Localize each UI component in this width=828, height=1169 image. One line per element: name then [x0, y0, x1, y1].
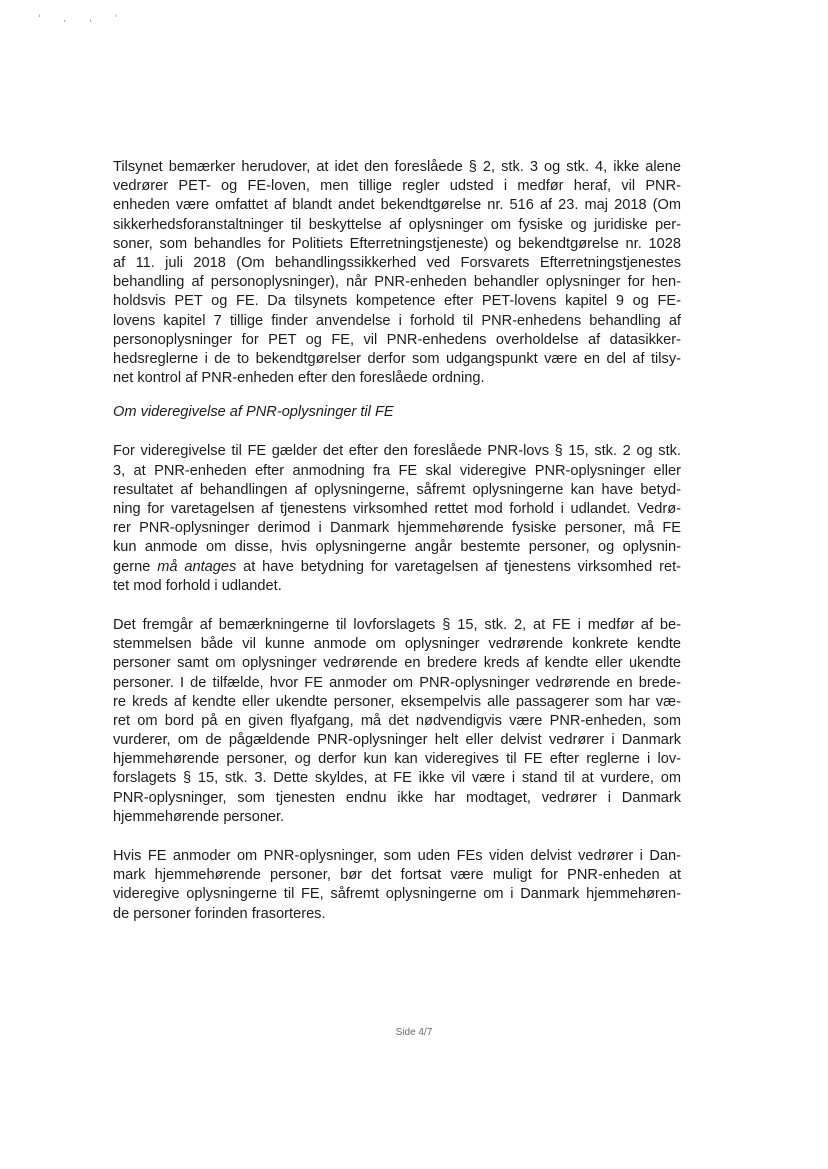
text-line: forslagets § 15, stk. 3. Dette skyldes, at FE ikke vil være i stand til at vurdere, om [113, 770, 681, 787]
text-line: net kontrol af PNR-enheden efter den foreslåede ordning. [113, 370, 485, 387]
emphasized-text: må antages [157, 558, 237, 575]
document-body [113, 158, 681, 924]
text-line: personoplysninger for PET og FE, vil PNR-enhedens overholdelse af datasikker- [113, 331, 681, 348]
text-fragment: at have betydning for varetagelsen af tjenestens virksomhed ret- [236, 558, 681, 575]
text-line: ret om bord på en given flyafgang, må det nødvendigvis være PNR-enheden, som [113, 712, 681, 729]
text-line: af 11. juli 2018 (Om behandlingssikkerhed ved Forsvarets Efterretningstjenestes [113, 254, 681, 271]
text-line: enheden være omfattet af blandt andet bekendtgørelse nr. 516 af 23. maj 2018 (Om [113, 197, 681, 214]
text-line: lovens kapitel 7 tillige finder anvendelse i forhold til PNR-enhedens behandling af [113, 312, 681, 329]
text-line: videregive oplysningerne til FE, såfremt oplysningerne om i Danmark hjemmehøren- [113, 886, 681, 903]
paragraph-2 [113, 442, 681, 596]
text-line: personer samt om oplysninger vedrørende en bredere kreds af kendte eller ukendte [113, 655, 681, 672]
text-line: Hvis FE anmoder om PNR-oplysninger, som uden FEs viden delvist vedrører i Dan- [113, 848, 681, 865]
text-line: Tilsynet bemærker herudover, at idet den foreslåede § 2, stk. 3 og stk. 4, ikke alene [113, 159, 681, 175]
section-heading: Om videregivelse af PNR-oplysninger til FE [113, 404, 394, 421]
text-line: resultatet af behandlingen af oplysningerne, såfremt oplysningerne kan have betyd- [113, 481, 681, 498]
text-line: re kreds af kendte eller ukendte personer, eksempelvis alle passagerer som har væ- [113, 693, 681, 710]
paragraph-4 [113, 847, 681, 924]
text-line-with-emphasis [113, 558, 681, 577]
text-line: rer PNR-oplysninger derimod i Danmark hjemmehørende fysiske personer, må FE [113, 520, 681, 537]
text-line: hedsreglerne i de to bekendtgørelser derfor som udgangspunkt være en del af tilsy- [113, 350, 681, 367]
text-line: soner, som behandles for Politiets Efterretningstjeneste) og bekendtgørelse nr. 1028 [113, 235, 681, 252]
text-line: PNR-oplysninger, som tjenesten endnu ikke har modtaget, vedrører i Danmark [113, 789, 681, 806]
text-line: tet mod forhold i udlandet. [113, 577, 282, 594]
text-line: personer. I de tilfælde, hvor FE anmoder om PNR-oplysninger vedrørende en brede- [113, 674, 681, 691]
text-line: sikkerhedsforanstaltninger til beskyttelse af oplysninger om fysiske og juridiske per- [113, 216, 681, 233]
paragraph-3 [113, 616, 681, 827]
text-line: vurderer, om de pågældende PNR-oplysninger helt eller delvist vedrører i Danmark [113, 732, 681, 749]
text-line: mark hjemmehørende personer, bør det fortsat være muligt for PNR-enheden at [113, 867, 681, 884]
text-line: For videregivelse til FE gælder det efter den foreslåede PNR-lovs § 15, stk. 2 og stk. [113, 443, 681, 460]
paragraph-1 [113, 158, 681, 388]
text-line: hjemmehørende personer, og derfor kun kan videregives til FE efter reglerne i lov- [113, 751, 681, 768]
scan-marks: ' , , ' [38, 14, 128, 24]
text-fragment: gerne [113, 558, 158, 575]
text-line: 3, at PNR-enheden efter anmodning fra FE skal videregive PNR-oplysninger eller [113, 462, 681, 479]
text-line: hjemmehørende personer. [113, 808, 285, 825]
text-line: stemmelsen både vil kunne anmode om oplysninger vedrørende konkrete kendte [113, 636, 681, 653]
text-line: de personer forinden frasorteres. [113, 905, 326, 922]
text-line: Det fremgår af bemærkningerne til lovforslagets § 15, stk. 2, at FE i medfør af be- [113, 616, 681, 633]
text-line: kun anmode om disse, hvis oplysningerne angår bestemte personer, og oplysnin- [113, 539, 681, 556]
text-line: vedrører PET- og FE-loven, men tillige regler udsted i medfør heraf, vil PNR- [113, 178, 681, 195]
text-line: ning for varetagelsen af tjenestens virksomhed rettet mod forhold i udlandet. Vedrø- [113, 501, 681, 518]
text-line: holdsvis PET og FE. Da tilsynets kompetence efter PET-lovens kapitel 9 og FE- [113, 293, 681, 310]
text-line: behandling af personoplysninger), når PNR-enheden behandler oplysninger for hen- [113, 274, 681, 291]
page-number: Side 4/7 [395, 1027, 433, 1038]
